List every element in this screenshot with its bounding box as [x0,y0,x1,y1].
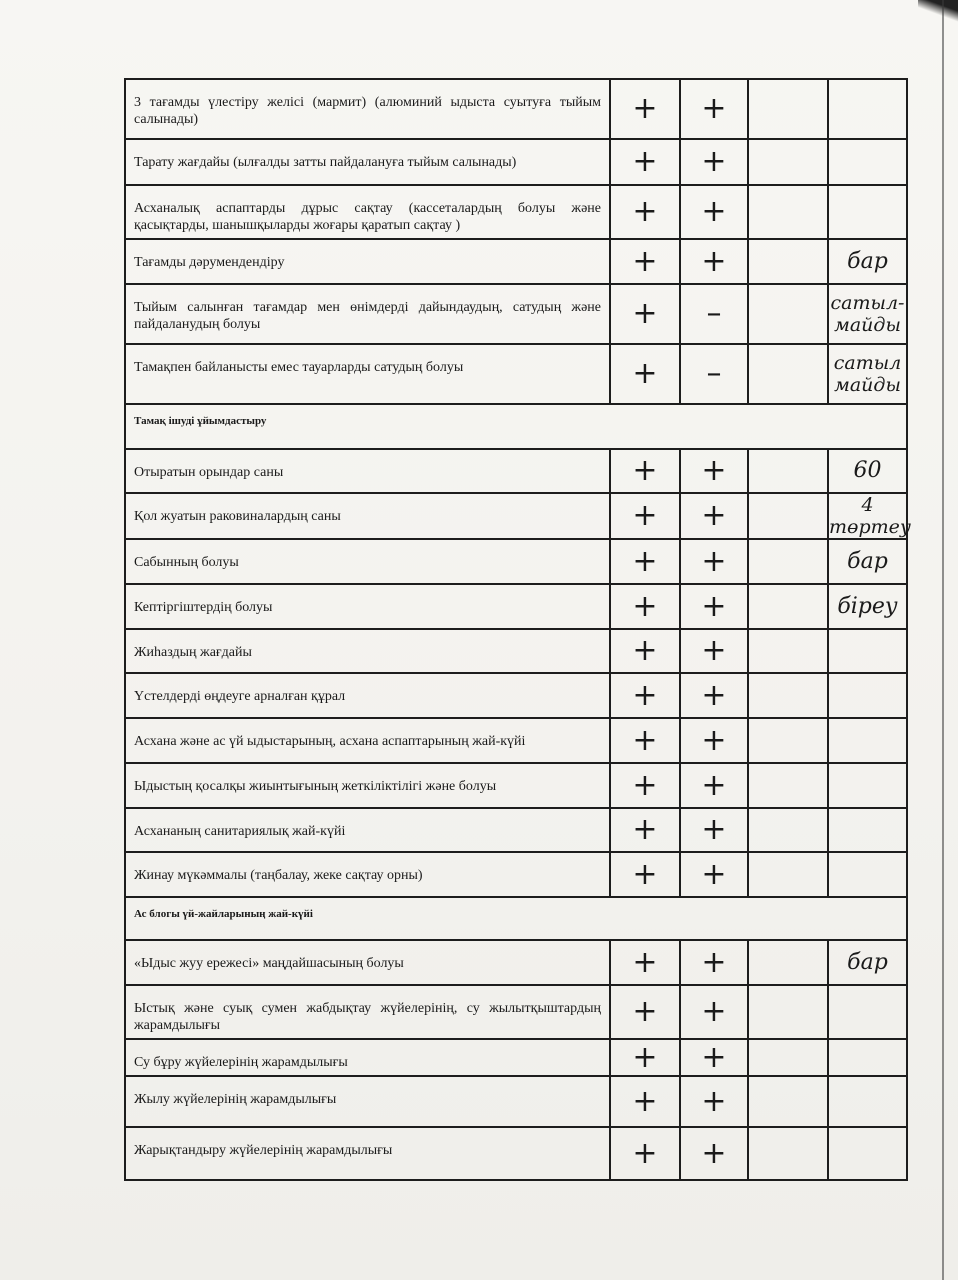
mark-col-1: + [610,79,680,139]
mark-col-2: + [680,1127,748,1180]
mark-col-2: + [680,1076,748,1127]
mark-col-3 [748,1127,828,1180]
note-cell [828,79,907,139]
row-label: Ыдыстың қосалқы жиынтығының жеткіліктілігі және болуы [125,763,610,808]
mark-col-3 [748,852,828,897]
mark-col-3 [748,449,828,493]
table-row [125,763,907,808]
mark-col-3 [748,139,828,185]
table-row [125,185,907,239]
mark-col-2: – [680,284,748,344]
mark-col-2: + [680,79,748,139]
note-cell [828,673,907,718]
mark-col-2: + [680,1039,748,1076]
table-row [125,584,907,629]
mark-col-2: + [680,185,748,239]
note-cell: сатыл майды [828,344,907,404]
note-cell [828,139,907,185]
mark-col-2: + [680,808,748,852]
mark-col-2: + [680,449,748,493]
mark-col-2: + [680,940,748,985]
mark-col-2: + [680,239,748,284]
section-row [125,897,907,940]
row-label: Қол жуатын раковиналардың саны [125,493,610,539]
mark-col-1: + [610,139,680,185]
note-cell [828,985,907,1039]
mark-col-1: + [610,239,680,284]
mark-col-1: + [610,1076,680,1127]
table-row [125,539,907,584]
note-cell [828,1127,907,1180]
note-cell [828,185,907,239]
mark-col-3 [748,1039,828,1076]
row-label: Асхана және ас үй ыдыстарының, асхана аспаптарының жай-күйі [125,718,610,763]
mark-col-3 [748,718,828,763]
mark-col-1: + [610,808,680,852]
table-row [125,852,907,897]
row-label: Отыратын орындар саны [125,449,610,493]
table-row [125,493,907,539]
note-cell [828,808,907,852]
row-label: Тамақпен байланысты емес тауарларды сатудың болуы [125,344,610,404]
mark-col-3 [748,629,828,673]
mark-col-1: + [610,493,680,539]
section-heading: Ас блогы үй-жайларының жай-күйі [125,897,907,940]
mark-col-1: + [610,584,680,629]
note-cell [828,763,907,808]
mark-col-3 [748,808,828,852]
note-cell: 4 төртеу [829,494,911,538]
mark-col-1: + [610,718,680,763]
table-row [125,673,907,718]
table-row [125,629,907,673]
table-row [125,239,907,284]
row-label: Жарықтандыру жүйелерінің жарамдылығы [125,1127,610,1180]
row-label: Жылу жүйелерінің жарамдылығы [125,1076,610,1127]
mark-col-3 [748,493,828,539]
mark-col-2: + [680,852,748,897]
inspection-table [124,78,911,1181]
row-label: Асхананың санитариялық жай-күйі [125,808,610,852]
mark-col-2: – [680,344,748,404]
mark-col-2: + [680,673,748,718]
mark-col-2: + [680,763,748,808]
table-row [125,1076,907,1127]
mark-col-3 [748,239,828,284]
note-cell [828,629,907,673]
mark-col-2: + [680,493,748,539]
mark-col-1: + [610,985,680,1039]
mark-col-1: + [610,852,680,897]
row-label: Тарату жағдайы (ылғалды затты пайдалануға тыйым салынады) [125,139,610,185]
note-cell: 60 [828,449,907,493]
table-row [125,284,907,344]
note-cell [828,1076,907,1127]
note-cell: бар [828,239,907,284]
mark-col-1: + [610,940,680,985]
mark-col-1: + [610,629,680,673]
mark-col-2: + [680,718,748,763]
table-row [125,139,907,185]
note-cell: сатыл- майды [828,284,907,344]
mark-col-1: + [610,673,680,718]
note-cell: бар [828,539,907,584]
mark-col-2: + [680,539,748,584]
note-cell: бар [828,940,907,985]
mark-col-1: + [610,344,680,404]
mark-col-3 [748,673,828,718]
row-label: Тыйым салынған тағамдар мен өнімдерді дайындаудың, сатудың және пайдаланудың болуы [125,284,610,344]
mark-col-1: + [610,539,680,584]
row-label: Кептіргіштердің болуы [125,584,610,629]
row-label: Үстелдерді өңдеуге арналған құрал [125,673,610,718]
row-label: Су бұру жүйелерінің жарамдылығы [125,1039,610,1076]
section-heading: Тамақ ішуді ұйымдастыру [125,404,907,449]
row-label: «Ыдыс жуу ережесі» маңдайшасының болуы [125,940,610,985]
mark-col-1: + [610,763,680,808]
table-row [125,718,907,763]
mark-col-3 [748,940,828,985]
mark-col-3 [748,344,828,404]
mark-col-3 [748,185,828,239]
note-cell [828,1039,907,1076]
table-row [125,1039,907,1076]
mark-col-1: + [610,449,680,493]
mark-col-1: + [610,185,680,239]
page-edge [942,0,944,1280]
table-row [125,344,907,404]
mark-col-3 [748,985,828,1039]
mark-col-3 [748,79,828,139]
row-label: Сабынның болуы [125,539,610,584]
mark-col-3 [748,584,828,629]
table-row [125,79,907,139]
row-label: Асханалық аспаптарды дұрыс сақтау (кассеталардың болуы және қасықтарды, шанышқыларды жоғары қаратып сақтау ) [125,185,610,239]
table-row [125,940,907,985]
table-row [125,985,907,1039]
mark-col-2: + [680,139,748,185]
mark-col-2: + [680,584,748,629]
row-label: Тағамды дәрумендендіру [125,239,610,284]
mark-col-3 [748,284,828,344]
section-row [125,404,907,449]
row-label: Жиһаздың жағдайы [125,629,610,673]
table-row [125,1127,907,1180]
row-label: 3 тағамды үлестіру желісі (мармит) (алюминий ыдыста суытуға тыйым салынады) [125,79,610,139]
mark-col-3 [748,539,828,584]
mark-col-3 [748,1076,828,1127]
mark-col-1: + [610,1127,680,1180]
row-label: Жинау мүкәммалы (таңбалау, жеке сақтау орны) [125,852,610,897]
scan-corner-shadow [918,0,958,22]
mark-col-2: + [680,985,748,1039]
note-cell: біреу [828,584,907,629]
mark-col-3 [748,763,828,808]
table-row [125,808,907,852]
note-cell [828,718,907,763]
table-row [125,449,907,493]
mark-col-1: + [610,284,680,344]
note-cell [828,852,907,897]
mark-col-1: + [610,1039,680,1076]
row-label: Ыстық және суық сумен жабдықтау жүйелерінің, су жылытқыштардың жарамдылығы [125,985,610,1039]
mark-col-2: + [680,629,748,673]
